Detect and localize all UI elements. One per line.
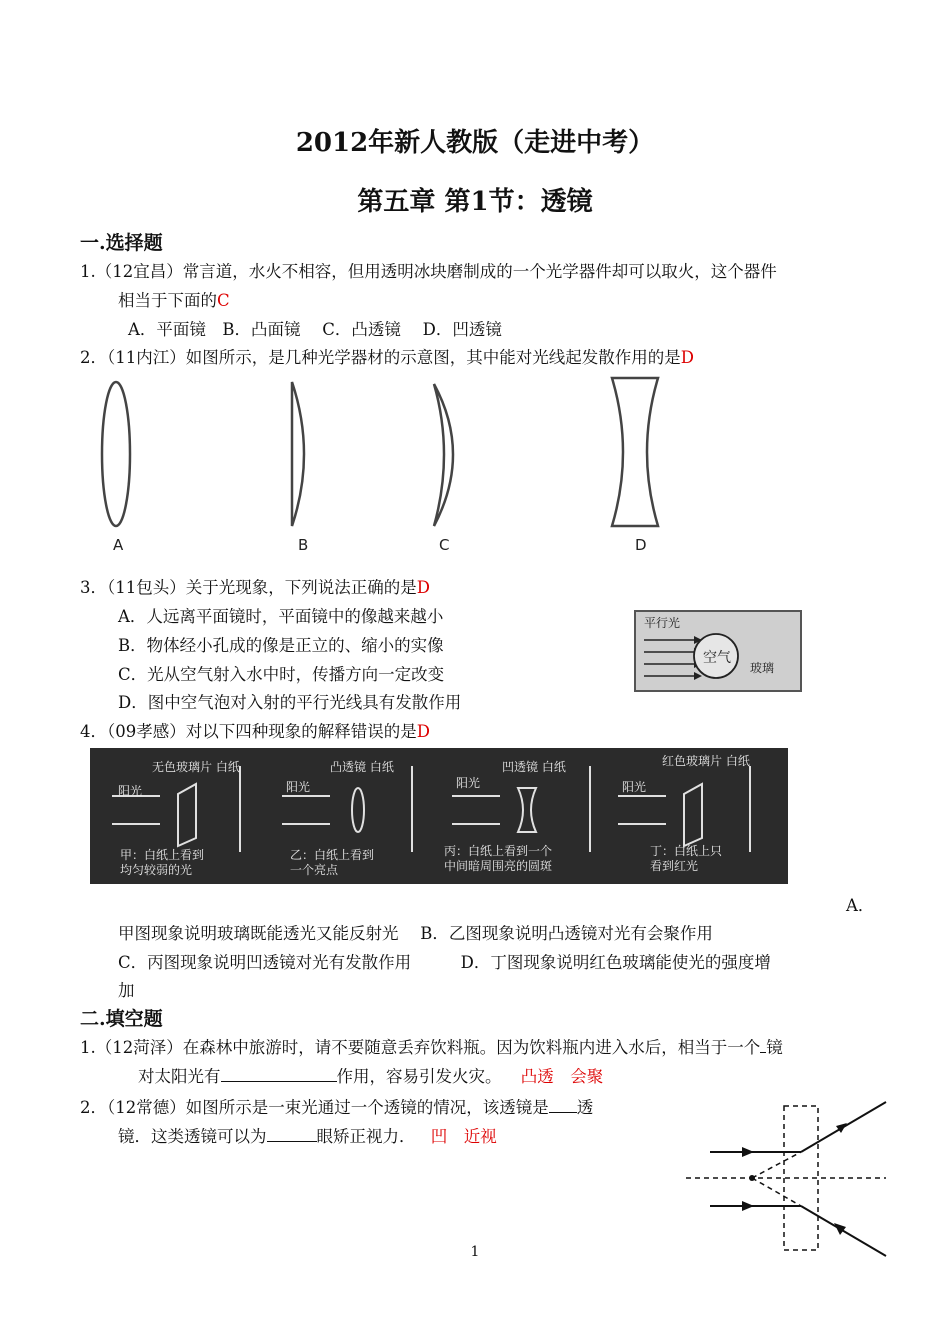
page-title: 2012年新人教版（走进中考） [295,128,655,158]
meniscus-lens [434,384,453,526]
q2-text: 2．（11内江）如图所示，是几种光学器材的示意图，其中能对光线起发散作用的是 [80,348,681,367]
photo4-label: 红色玻璃片 白纸 [662,754,750,768]
photo1-label: 无色玻璃片 白纸 [152,760,240,774]
lens-label-d: D [635,536,647,554]
fill-q1-line2-a: 对太阳光有 [138,1067,221,1086]
q4-options-line2: C．丙图现象说明凹透镜对光有发散作用 D．丁图现象说明红色玻璃能使光的强度增 [118,953,771,972]
fill-q1-text: 1.（12菏泽）在森林中旅游时，请不要随意丢弃饮料瓶。因为饮料瓶内进入水后，相当于一个 [80,1038,761,1057]
section-heading-fill: 二.填空题 [80,1008,163,1030]
lens-label-c: C [439,536,450,554]
chapter-subtitle: 第五章 第1节：透镜 [357,187,593,217]
fill-q2-blank1 [549,1098,577,1113]
q4-options-line1: 甲图现象说明玻璃既能透光又能反射光 B．乙图现象说明凸透镜对光有会聚作用 [118,924,713,943]
lens-label-a: A [113,536,124,554]
photo1-sun: 阳光 [118,784,143,798]
diverging-lens-ray-figure [680,1096,892,1260]
q1-answer: C [217,291,230,310]
photo2-sun: 阳光 [286,780,311,794]
focal-point [749,1175,755,1181]
q4-options-line3: 加 [118,981,135,1000]
biconvex-lens [102,382,130,526]
label-parallel-light: 平行光 [644,616,681,630]
fill-q2-text: 2．（12常德）如图所示是一束光通过一个透镜的情况，该透镜是 [80,1098,549,1117]
fill-q1-line2-b: 作用，容易引发火灾。 [336,1067,502,1086]
q1-options: A．平面镜 B．凸面镜 C．凸透镜 D．凹透镜 [128,320,502,339]
fill-q2-line2 [118,1123,497,1147]
fill-q1-line1 [80,1034,783,1058]
page-number: 1 [470,1244,480,1260]
q4-answer: D [416,722,430,741]
q4-option-a-marker: A． [846,896,875,915]
fill-q2-blank2 [267,1127,317,1142]
fill-q1-answer: 凸透 会聚 [520,1067,604,1086]
photo2-label: 凸透镜 白纸 [330,760,394,774]
label-air: 空气 [703,650,731,666]
photo3-caption: 丙：白纸上看到一个 中间暗周围亮的圆斑 [444,844,553,873]
q1-line2 [118,287,230,311]
q2-answer: D [680,348,694,367]
q3-option-b: B．物体经小孔成的像是正立的、缩小的实像 [118,636,444,655]
lens-label-b: B [298,536,309,554]
photo4-sun: 阳光 [622,780,647,794]
q3-answer: D [416,578,430,597]
photo2-caption: 乙：白纸上看到 一个亮点 [290,848,375,877]
fill-q1-blank2 [221,1067,337,1082]
q1-line1: 1.（12宜昌）常言道，水火不相容，但用透明冰块磨制成的一个光学器件却可以取火，这个器件 [80,262,777,281]
photo1-caption: 甲：白纸上看到 均匀较弱的光 [120,848,205,877]
lens-types-figure [80,372,700,562]
q4-text: 4．（09孝感）对以下四种现象的解释错误的是 [80,722,417,741]
q3-option-d: D．图中空气泡对入射的平行光线具有发散作用 [118,693,462,712]
section-heading-choice: 一.选择题 [80,232,163,254]
label-glass: 玻璃 [750,661,775,675]
fill-q2-line1 [80,1094,593,1118]
fill-q1-line2 [138,1063,603,1087]
q4-line [80,718,430,742]
fill-q2-tail: 透 [576,1098,594,1117]
photo3-label: 凹透镜 白纸 [502,760,566,774]
air-bubble-figure [634,610,802,692]
fill-q1-tail: 镜 [766,1038,783,1057]
q2-line [80,344,694,368]
q3-option-a: A．人远离平面镜时，平面镜中的像越来越小 [118,607,444,626]
four-phenomena-photo [90,748,788,884]
q3-option-c: C．光从空气射入水中时，传播方向一定改变 [118,665,445,684]
fill-q2-answer: 凹 近视 [430,1127,497,1146]
plano-convex-lens [292,382,304,526]
biconcave-lens [612,378,658,526]
photo4-caption: 丁：白纸上只 看到红光 [650,844,723,873]
photo3-sun: 阳光 [456,776,481,790]
q1-line2-text: 相当于下面的 [118,291,217,310]
q3-text: 3．（11包头）关于光现象，下列说法正确的是 [80,578,417,597]
fill-q2-line2-a: 镜．这类透镜可以为 [118,1127,267,1146]
q3-line [80,574,430,598]
fill-q2-line2-b: 眼矫正视力． [316,1127,416,1146]
